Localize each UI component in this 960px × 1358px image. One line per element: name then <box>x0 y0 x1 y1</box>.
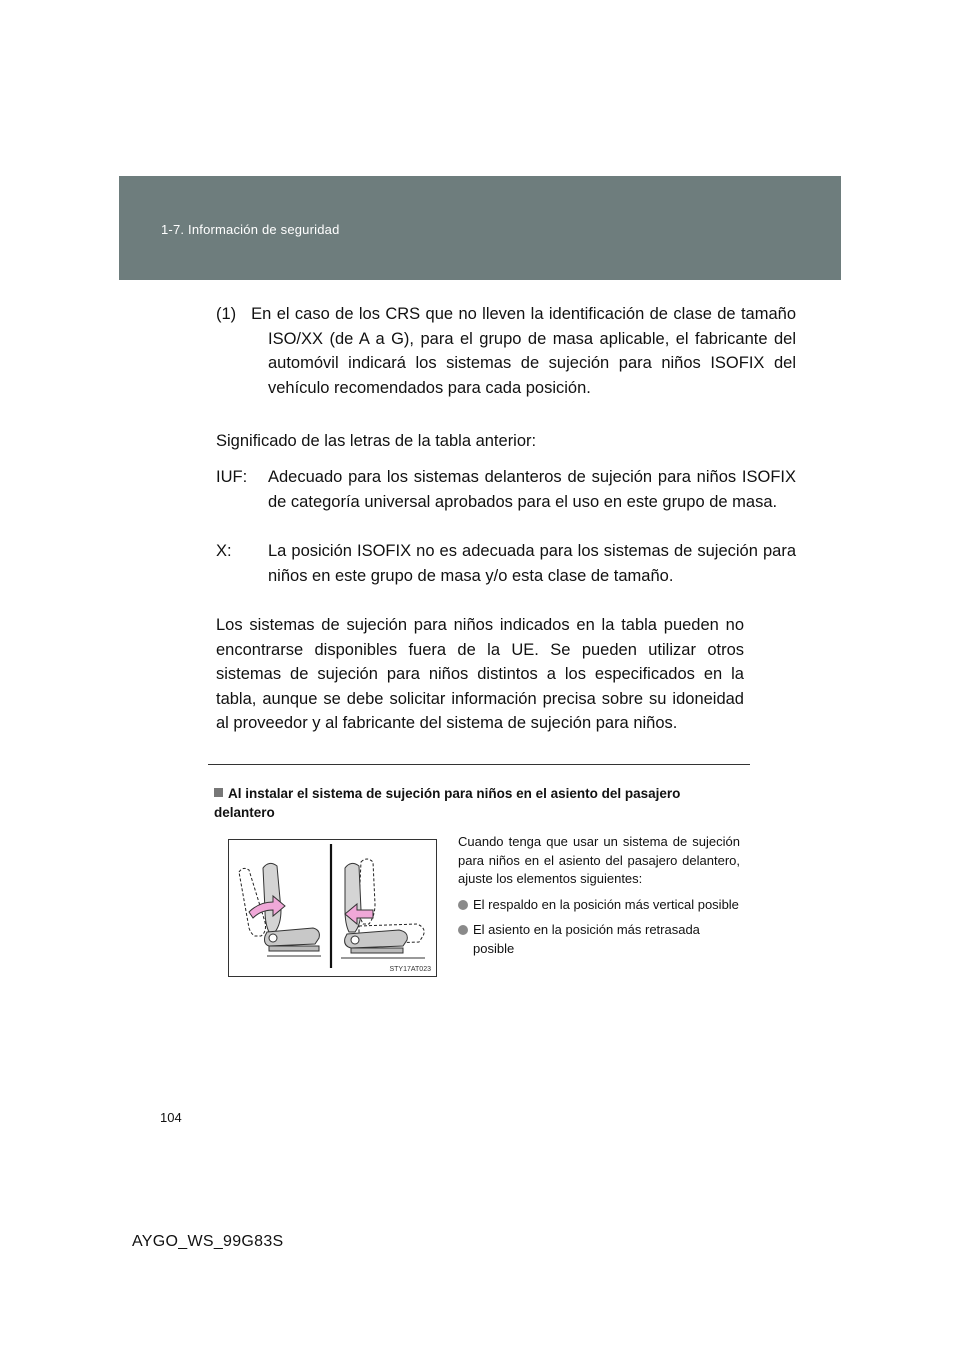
document-code: AYGO_WS_99G83S <box>132 1233 284 1250</box>
subsection-title <box>214 784 744 822</box>
bullet-dot-icon <box>458 900 468 910</box>
legend-item-iuf <box>216 465 796 514</box>
list-item <box>458 896 740 915</box>
list-item-text: El respaldo en la posición más vertical posible <box>473 896 739 912</box>
subsection-intro: Cuando tenga que usar un sistema de sujeción para niños en el asiento del pasajero delantero, ajuste los elementos siguientes: <box>458 834 740 886</box>
subsection-title-text: Al instalar el sistema de sujeción para niños en el asiento del pasajero delantero <box>214 786 681 820</box>
legend-text: La posición ISOFIX no es adecuada para los sistemas de sujeción para niños en este grupo de masa y/o esta clase de tamaño. <box>268 542 796 585</box>
legend-intro: Significado de las letras de la tabla anterior: <box>216 432 537 450</box>
bullet-dot-icon <box>458 925 468 935</box>
seat-illustration <box>229 840 436 976</box>
figure-code: STY17AT023 <box>389 966 431 973</box>
legend-key: X: <box>216 542 232 560</box>
info-paragraph: Los sistemas de sujeción para niños indicados en la tabla pueden no encontrarse disponibles fuera de la UE. Se pueden utilizar otros sistemas de sujeción para niños distintos a los especificados en la tabla, aunque se debe solicitar información precisa sobre su idoneidad al proveedor y al fabricante del sistema de sujeción para niños. <box>216 616 744 732</box>
note-1-marker: (1) <box>216 305 237 323</box>
page-number: 104 <box>160 1110 182 1125</box>
section-title: 1-7. Información de seguridad <box>161 222 340 237</box>
note-1-text: En el caso de los CRS que no lleven la identificación de clase de tamaño ISO/XX (de A a G), para el grupo de masa aplicable, el fabricante del automóvil indicará los sistemas de sujeción para niños ISOFIX del vehículo recomendados para cada posición. <box>251 305 796 397</box>
list-item <box>458 921 740 958</box>
legend-key: IUF: <box>216 468 248 486</box>
section-divider <box>208 764 750 765</box>
legend-text: Adecuado para los sistemas delanteros de sujeción para niños ISOFIX de categoría universal aprobados para el uso en este grupo de masa. <box>268 468 796 511</box>
list-item-text: El asiento en la posición más retrasada posible <box>473 922 700 956</box>
header-band <box>119 176 841 280</box>
subsection-body <box>458 833 740 958</box>
note-1 <box>216 302 796 400</box>
seat-adjustment-figure <box>228 839 437 977</box>
legend-item-x <box>216 539 796 588</box>
square-bullet-icon <box>214 788 223 797</box>
